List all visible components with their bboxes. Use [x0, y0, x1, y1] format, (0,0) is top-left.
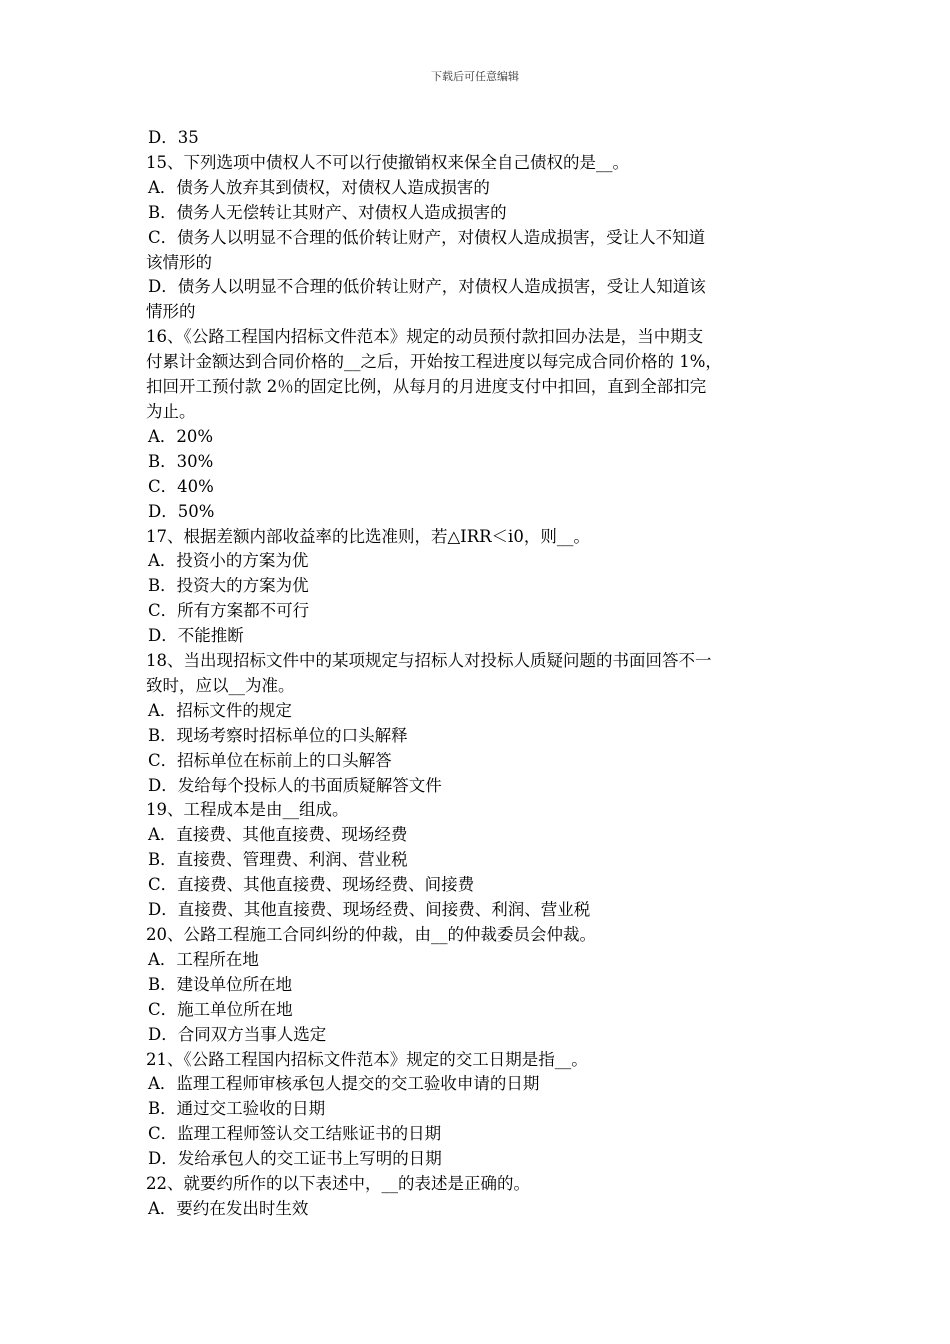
answer-option: C．招标单位在标前上的口头解答 [148, 750, 392, 770]
answer-option: D．50% [148, 501, 215, 521]
answer-option: B．债务人无偿转让其财产、对债权人造成损害的 [148, 202, 507, 222]
answer-option: B．通过交工验收的日期 [148, 1099, 326, 1119]
answer-option: D．直接费、其他直接费、现场经费、间接费、利润、营业税 [148, 900, 591, 920]
answer-option: D．发给每个投标人的书面质疑解答文件 [148, 775, 442, 795]
answer-option: B．建设单位所在地 [148, 974, 293, 994]
question-text-continuation: 扣回开工预付款 2％的固定比例，从每月的月进度支付中扣回，直到全部扣完 [146, 377, 707, 397]
answer-option: B．30% [148, 451, 214, 471]
answer-option: D．35 [148, 128, 199, 147]
answer-option: C．所有方案都不可行 [148, 601, 310, 621]
answer-option: C．监理工程师签认交工结账证书的日期 [148, 1124, 442, 1144]
answer-option: C．直接费、其他直接费、现场经费、间接费 [148, 875, 475, 895]
document-body [146, 126, 816, 1222]
answer-option: C．施工单位所在地 [148, 999, 293, 1019]
question-text-continuation: 为止。 [146, 401, 196, 421]
question-text: 22、就要约所作的以下表述中，__的表述是正确的。 [146, 1174, 530, 1194]
question-text: 15、下列选项中债权人不可以行使撤销权来保全自己债权的是__。 [146, 152, 629, 172]
answer-option: A．直接费、其他直接费、现场经费 [148, 825, 408, 845]
answer-option: A．监理工程师审核承包人提交的交工验收申请的日期 [148, 1074, 540, 1094]
answer-option: B．现场考察时招标单位的口头解释 [148, 725, 408, 745]
question-text-continuation: 致时，应以__为准。 [146, 675, 295, 695]
answer-option: D．不能推断 [148, 626, 244, 646]
answer-option: D．发给承包人的交工证书上写明的日期 [148, 1149, 442, 1169]
answer-option: B．直接费、管理费、利润、营业税 [148, 850, 408, 870]
answer-option: A．20% [148, 426, 214, 446]
question-text: 17、根据差额内部收益率的比选准则，若△IRR＜i0，则__。 [146, 526, 590, 546]
question-text-continuation: 情形的 [146, 302, 196, 322]
question-text-continuation: 付累计金额达到合同价格的__之后，开始按工程进度以每完成合同价格的 1%， [146, 352, 722, 372]
answer-option: D．合同双方当事人选定 [148, 1024, 327, 1044]
question-text: 19、工程成本是由__组成。 [146, 800, 349, 820]
answer-option: A．要约在发出时生效 [148, 1198, 309, 1218]
answer-option: A．债务人放弃其到债权，对债权人造成损害的 [148, 177, 490, 197]
answer-option: A．招标文件的规定 [148, 700, 292, 720]
answer-option: D．债务人以明显不合理的低价转让财产，对债权人造成损害，受让人知道该 [148, 277, 706, 297]
answer-option: A．投资小的方案为优 [148, 551, 309, 571]
question-text: 18、当出现招标文件中的某项规定与招标人对投标人质疑问题的书面回答不一 [146, 651, 712, 671]
question-text: 16、《公路工程国内招标文件范本》规定的动员预付款扣回办法是，当中期支 [146, 327, 704, 347]
question-text-continuation: 该情形的 [146, 252, 212, 272]
answer-option: C．40% [148, 476, 214, 496]
answer-option: A．工程所在地 [148, 949, 259, 969]
page-header: 下载后可任意编辑 [431, 70, 519, 83]
answer-option: B．投资大的方案为优 [148, 576, 309, 596]
answer-option: C．债务人以明显不合理的低价转让财产，对债权人造成损害，受让人不知道 [148, 227, 706, 247]
question-text: 20、公路工程施工合同纠纷的仲裁，由__的仲裁委员会仲裁。 [146, 925, 596, 944]
question-text: 21、《公路工程国内招标文件范本》规定的交工日期是指__。 [146, 1049, 588, 1069]
